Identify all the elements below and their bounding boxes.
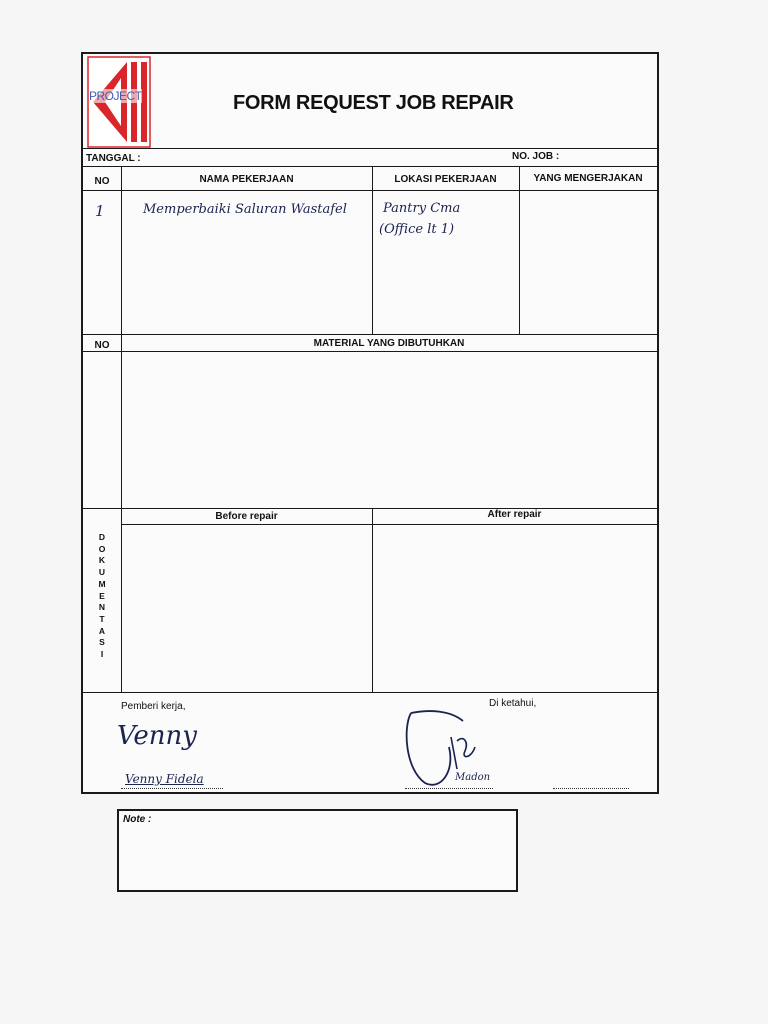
divider [83,190,657,191]
col-yang-header: YANG MENGERJAKAN [533,173,643,184]
logo-text: PROJECT [89,89,142,103]
job-row-no: 1 [95,202,105,220]
job-row-nama: Memperbaiki Saluran Wastafel [143,202,347,217]
pemberi-kerja-label: Pemberi kerja, [121,701,186,712]
material-no-header: NO [94,340,110,351]
company-logo [87,56,151,148]
job-repair-form [81,52,659,794]
after-repair-label: After repair [487,509,542,520]
pemberi-name: Venny Fidela [125,772,204,786]
form-title: FORM REQUEST JOB REPAIR [233,92,514,114]
col-no-header: NO [94,176,110,187]
divider [121,166,122,334]
pemberi-signature: Venny [117,721,197,751]
col-lokasi-header: LOKASI PEKERJAAN [394,174,497,185]
job-row-lokasi-line2: (Office lt 1) [379,222,455,237]
divider [83,351,657,352]
note-box [117,809,518,892]
divider [121,334,122,508]
dokumentasi-label: D O K U M E N T A S I [98,532,106,660]
signature-line [405,788,493,789]
divider [372,508,373,692]
diketahui-name: Madon [455,772,491,783]
note-label: Note : [123,814,152,825]
divider [121,524,657,525]
col-nama-header: NAMA PEKERJAAN [199,174,294,185]
signature-line [553,788,629,789]
tanggal-label: TANGGAL : [86,153,141,164]
di-ketahui-label: Di ketahui, [489,698,537,709]
divider [121,508,122,692]
divider [83,148,657,149]
divider [519,166,520,334]
material-header: MATERIAL YANG DIBUTUHKAN [313,338,465,349]
divider [372,166,373,334]
signature-line [121,788,223,789]
divider [83,692,657,693]
divider [83,166,657,167]
job-row-lokasi-line1: Pantry Cma [383,201,461,216]
no-job-label: NO. JOB : [512,151,560,162]
divider [83,334,657,335]
before-repair-label: Before repair [215,511,278,522]
